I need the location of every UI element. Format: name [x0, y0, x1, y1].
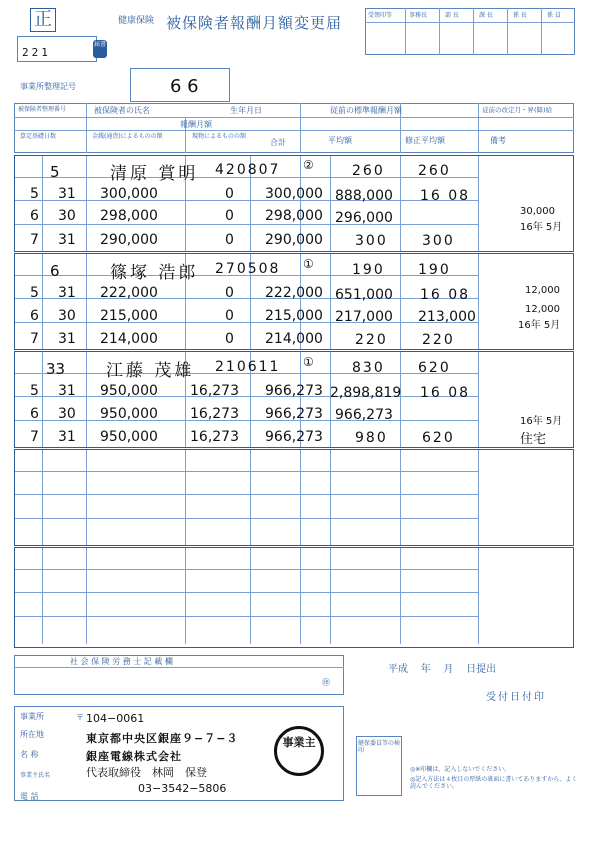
person-2-m2-month: 7	[30, 429, 39, 445]
person-0-kind: ②	[303, 158, 314, 172]
sharoushi-label: 社 会 保 険 労 務 士 記 載 欄	[70, 657, 173, 666]
person-1-m1-goods: 0	[225, 308, 234, 324]
person-2-remark-extra: 住宅	[520, 432, 547, 447]
person-1-m0-goods: 0	[225, 285, 234, 301]
person-1-m2-goods: 0	[225, 331, 234, 347]
approval-label-4: 係 長	[513, 12, 527, 19]
approval-label-3: 課 長	[479, 12, 493, 19]
person-0-birth: 420807	[215, 162, 281, 178]
person-1-avg: 217,000	[335, 309, 393, 325]
person-1-mod-avg: 213,000	[418, 309, 476, 325]
person-2-birth: 210611	[215, 359, 281, 375]
person-block-empty-3	[14, 449, 574, 546]
person-1-m1-total: 215,000	[265, 308, 323, 324]
col-days: 算定基礎日数	[20, 133, 57, 140]
person-1-m1-money: 215,000	[100, 308, 158, 324]
col-goods: 現物によるものの額	[192, 133, 247, 140]
approval-label-2: 部 長	[445, 12, 459, 19]
approval-table	[365, 8, 575, 55]
received-stamp-label: 受付日付印	[486, 692, 546, 703]
person-1-prev-pension: 190	[418, 262, 451, 278]
person-block-empty-4	[14, 547, 574, 648]
insurance-type: 健康保険	[118, 16, 155, 26]
person-0-new-pension: 300	[422, 233, 455, 249]
person-0-new-health: 300	[355, 233, 388, 249]
person-0-m2-month: 7	[30, 232, 39, 248]
check-label: 健保委員等の検印	[358, 740, 401, 754]
person-2-m0-total: 966,273	[265, 383, 323, 399]
person-1-birth: 270508	[215, 261, 281, 277]
person-1-m2-money: 214,000	[100, 331, 158, 347]
person-1-m2-total: 214,000	[265, 331, 323, 347]
person-0-m2-goods: 0	[225, 232, 234, 248]
person-1-remark-month: 16年 5月	[518, 320, 561, 331]
company-phone: 03−3542−5806	[138, 782, 227, 795]
person-1-m0-total: 222,000	[265, 285, 323, 301]
label-address: 所在地	[20, 730, 44, 739]
person-2-m2-goods: 16,273	[190, 429, 239, 445]
person-2-m1-month: 6	[30, 406, 39, 422]
col-prev-month: 従前の改定月・昇(降)給	[482, 106, 553, 114]
person-1-new-pension: 220	[422, 332, 455, 348]
person-0-sum: 888,000	[335, 188, 393, 204]
person-0-m0-total: 300,000	[265, 186, 323, 202]
person-2-sum: 2,898,819	[330, 385, 402, 401]
person-2-remark-month: 16年 5月	[520, 416, 563, 427]
col-pay: 報酬月額	[180, 120, 212, 129]
person-2-m0-money: 950,000	[100, 383, 158, 399]
approval-label-0: 受領印等	[368, 12, 393, 19]
person-2-name: 江藤 茂雄	[106, 361, 195, 381]
person-2-new-pension: 620	[422, 430, 455, 446]
original-mark: 正	[30, 8, 56, 32]
label-jimusho: 事業所	[20, 712, 44, 721]
person-2-m2-total: 966,273	[265, 429, 323, 445]
label-phone: 電 話	[20, 792, 39, 801]
label-owner: 事業主氏名	[20, 772, 51, 779]
sharoushi-seal: ㊞	[322, 678, 330, 687]
person-0-m1-total: 298,000	[265, 208, 323, 224]
col-avg: 平均額	[328, 136, 352, 145]
person-1-m0-money: 222,000	[100, 285, 158, 301]
person-2-m1-total: 966,273	[265, 406, 323, 422]
note-1: ◎※印欄は、記入しないでください。	[410, 766, 511, 773]
company-owner: 代表取締役 林岡 保登	[86, 766, 207, 779]
col-name: 被保険者の氏名	[94, 106, 150, 115]
person-2-m0-days: 31	[58, 383, 76, 399]
person-1-prev-health: 190	[352, 262, 385, 278]
person-0-seiri: 5	[50, 163, 60, 181]
person-0-remark-rate: 30,000	[520, 206, 555, 217]
person-1-m0-month: 5	[30, 285, 39, 301]
person-0-m1-goods: 0	[225, 208, 234, 224]
person-2-m1-goods: 16,273	[190, 406, 239, 422]
person-1-remark-rate: 12,000	[525, 285, 560, 296]
label-name: 名 称	[20, 750, 39, 759]
person-2-kaitei: 16 08	[420, 385, 471, 401]
note-2: ◎記入方法は４枚目の厚紙の裏面に書いてありますから、よく読んでください。	[410, 776, 578, 790]
person-1-name: 篠塚 浩郎	[110, 263, 199, 283]
person-0-prev-health: 260	[352, 163, 385, 179]
person-0-m2-total: 290,000	[265, 232, 323, 248]
person-1-m2-days: 31	[58, 331, 76, 347]
person-2-m1-days: 30	[58, 406, 76, 422]
approval-label-1: 事務長	[409, 12, 428, 19]
person-1-kind: ①	[303, 257, 314, 271]
person-1-new-health: 220	[355, 332, 388, 348]
jimusho-label: 事業所整理記号	[20, 82, 76, 91]
col-remark: 備考	[490, 136, 506, 145]
person-2-kind: ①	[303, 355, 314, 369]
person-2-m0-goods: 16,273	[190, 383, 239, 399]
sharoushi-box	[14, 655, 344, 695]
person-2-prev-health: 830	[352, 360, 385, 376]
person-0-prev-pension: 260	[418, 163, 451, 179]
col-birth: 生年月日	[230, 106, 262, 115]
person-0-m2-days: 31	[58, 232, 76, 248]
person-2-m2-money: 950,000	[100, 429, 158, 445]
person-1-seiri: 6	[50, 262, 60, 280]
person-0-avg: 296,000	[335, 210, 393, 226]
zip-mark: 〒	[76, 713, 84, 722]
zip-code: 104−0061	[86, 712, 145, 725]
person-2-m0-month: 5	[30, 383, 39, 399]
person-0-m0-money: 300,000	[100, 186, 158, 202]
col-total: 合計	[270, 138, 286, 147]
person-0-m1-days: 30	[58, 208, 76, 224]
company-name: 銀座電線株式会社	[86, 750, 182, 763]
person-1-sum: 651,000	[335, 287, 393, 303]
person-2-m2-days: 31	[58, 429, 76, 445]
owner-seal-text: 事業主	[282, 736, 316, 749]
person-2-prev-pension: 620	[418, 360, 451, 376]
col-mod-avg: 修正平均額	[405, 136, 445, 145]
person-0-remark-month: 16年 5月	[520, 222, 563, 233]
person-0-m1-money: 298,000	[100, 208, 158, 224]
owner-seal	[274, 726, 324, 776]
person-1-kaitei: 16 08	[420, 287, 471, 303]
form-code: 221	[22, 46, 51, 59]
person-1-m0-days: 31	[58, 285, 76, 301]
person-2-m1-money: 950,000	[100, 406, 158, 422]
person-0-m0-month: 5	[30, 186, 39, 202]
person-2-new-health: 980	[355, 430, 388, 446]
jimusho-code: 6 6	[170, 76, 199, 97]
person-1-m1-month: 6	[30, 308, 39, 324]
col-seiri: 被保険者整理番号	[18, 106, 67, 113]
person-2-seiri: 33	[46, 360, 66, 378]
person-0-m0-days: 31	[58, 186, 76, 202]
person-2-avg: 966,273	[335, 407, 393, 423]
person-1-remark-rate2: 12,000	[525, 304, 560, 315]
person-0-m1-month: 6	[30, 208, 39, 224]
person-0-m0-goods: 0	[225, 186, 234, 202]
person-0-m2-money: 290,000	[100, 232, 158, 248]
col-money: 金銭(通貨)によるものの額	[92, 133, 163, 140]
seal-badge: 届書	[93, 40, 107, 58]
submission-date: 平成 年 月 日提出	[388, 664, 497, 675]
person-0-kaitei: 16 08	[420, 188, 471, 204]
person-1-m2-month: 7	[30, 331, 39, 347]
person-0-name: 清原 賞明	[110, 164, 199, 184]
col-prev: 従前の標準報酬月額	[330, 106, 402, 115]
approval-label-5: 係 員	[547, 12, 561, 19]
person-1-m1-days: 30	[58, 308, 76, 324]
company-address: 東京都中央区銀座９−７−３	[86, 732, 239, 745]
form-title: 被保険者報酬月額変更届	[166, 14, 343, 32]
